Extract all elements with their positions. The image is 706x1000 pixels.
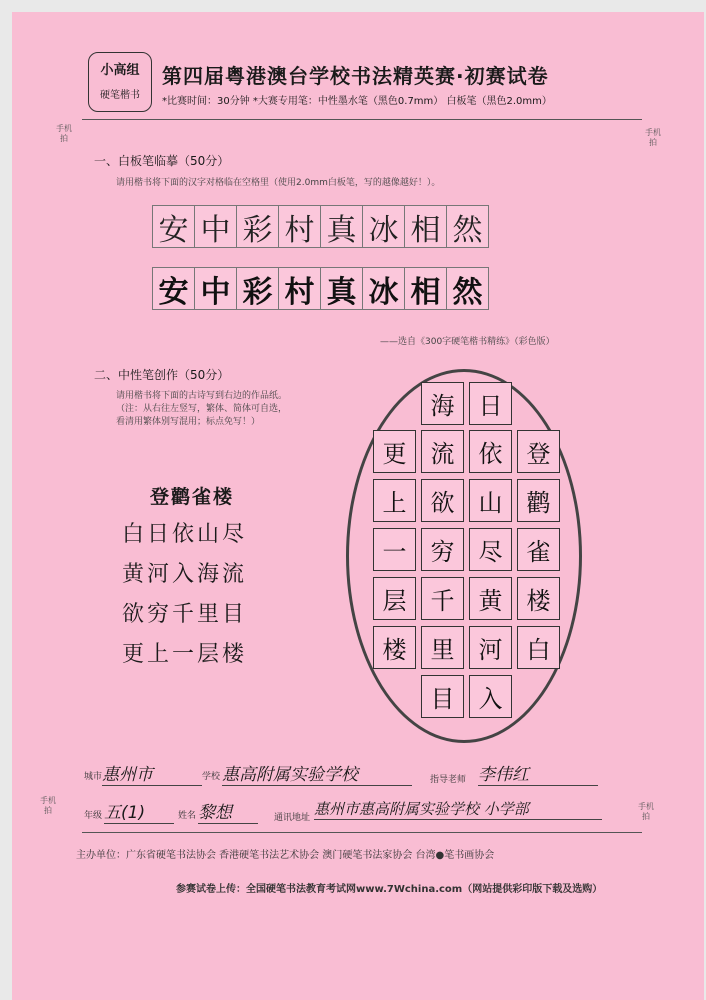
model-char: 安 (152, 205, 195, 248)
group-sub-label: 硬笔楷书 (100, 90, 140, 101)
artwork-char: 里 (421, 626, 464, 669)
margin-note-left-bottom: 手机拍 (40, 796, 56, 815)
model-char: 相 (404, 205, 447, 248)
artwork-char: 登 (517, 430, 560, 473)
written-char: 村 (278, 267, 321, 310)
artwork-char: 入 (469, 675, 512, 718)
artwork-char: 雀 (517, 528, 560, 571)
artwork-char: 日 (469, 382, 512, 425)
artwork-char: 千 (421, 577, 464, 620)
model-char: 中 (194, 205, 237, 248)
name-field: 黎想 (198, 798, 258, 824)
artwork-char: 更 (373, 430, 416, 473)
school-label: 学校 (202, 772, 221, 782)
section2-instruction-2: （注：从右往左竖写，繁体、简体可自选， (116, 404, 288, 414)
grade-label: 年级 (84, 811, 103, 821)
artwork-char: 层 (373, 577, 416, 620)
poem-title: 登鹳雀楼 (150, 486, 235, 508)
poem-line: 黄河入海流 (122, 562, 248, 587)
artwork-char: 鹳 (517, 479, 560, 522)
artwork-char: 楼 (517, 577, 560, 620)
address-label: 通讯地址 (274, 813, 311, 823)
artwork-char: 山 (469, 479, 512, 522)
written-char: 彩 (236, 267, 279, 310)
grade-field: 五(1) (104, 798, 174, 824)
section1-instruction: 请用楷书将下面的汉字对格临在空格里（使用2.0mm白板笔，写的越像越好！）。 (116, 178, 441, 188)
group-label: 小高组 (100, 63, 140, 78)
written-char: 相 (404, 267, 447, 310)
section1-heading: 一、白板笔临摹（50分） (94, 154, 230, 168)
artwork-char: 河 (469, 626, 512, 669)
poem-line: 更上一层楼 (122, 642, 248, 667)
model-char: 村 (278, 205, 321, 248)
artwork-char: 黄 (469, 577, 512, 620)
section1-source: ——选自《300字硬笔楷书精练》（彩色版） (380, 337, 555, 347)
written-char: 然 (446, 267, 489, 310)
poem-line: 白日依山尽 (122, 522, 248, 547)
section2-instruction-1: 请用楷书将下面的古诗写到右边的作品纸。 (116, 391, 288, 401)
address-field: 惠州市惠高附属实验学校 小学部 (314, 798, 602, 820)
artwork-char: 穷 (421, 528, 464, 571)
group-badge (88, 52, 152, 112)
written-char: 冰 (362, 267, 405, 310)
written-char: 中 (194, 267, 237, 310)
artwork-char: 白 (517, 626, 560, 669)
margin-note-right-top: 手机拍 (645, 128, 661, 147)
artwork-char: 海 (421, 382, 464, 425)
top-rule (82, 119, 642, 120)
section2-instruction-3: 看清用繁体别写混用；标点免写！） (116, 417, 261, 427)
artwork-char: 流 (421, 430, 464, 473)
written-char: 安 (152, 267, 195, 310)
name-label: 姓名 (178, 811, 197, 821)
poem-line: 欲穷千里目 (122, 602, 248, 627)
exam-title: 第四届粤港澳台学校书法精英赛·初赛试卷 (162, 64, 549, 88)
city-label: 城市 (84, 772, 103, 782)
bottom-rule (82, 832, 642, 833)
model-char: 然 (446, 205, 489, 248)
school-field: 惠高附属实验学校 (222, 760, 412, 786)
margin-note-right-bottom: 手机拍 (638, 802, 654, 821)
section2-heading: 二、中性笔创作（50分） (94, 368, 230, 382)
artwork-char: 楼 (373, 626, 416, 669)
written-char: 真 (320, 267, 363, 310)
exam-paper (12, 12, 704, 1000)
artwork-char: 一 (373, 528, 416, 571)
exam-subtitle: *比赛时间：30分钟 *大赛专用笔：中性墨水笔（黑色0.7mm） 白板笔（黑色2.0mm） (162, 96, 552, 107)
city-field: 惠州市 (102, 760, 202, 786)
teacher-field: 李伟红 (478, 760, 598, 786)
artwork-char: 欲 (421, 479, 464, 522)
model-char: 彩 (236, 205, 279, 248)
artwork-char: 依 (469, 430, 512, 473)
teacher-label: 指导老师 (430, 775, 467, 785)
artwork-char: 目 (421, 675, 464, 718)
artwork-char: 上 (373, 479, 416, 522)
margin-note-left-top: 手机拍 (56, 124, 72, 143)
artwork-char: 尽 (469, 528, 512, 571)
model-char: 冰 (362, 205, 405, 248)
upload-note: 参赛试卷上传：全国硬笔书法教育考试网www.7Wchina.com（网站提供彩印版下载及选购） (176, 884, 603, 895)
model-char: 真 (320, 205, 363, 248)
organizers: 主办单位：广东省硬笔书法协会 香港硬笔书法艺术协会 澳门硬笔书法家协会 台湾●笔书画协会 (76, 850, 495, 861)
